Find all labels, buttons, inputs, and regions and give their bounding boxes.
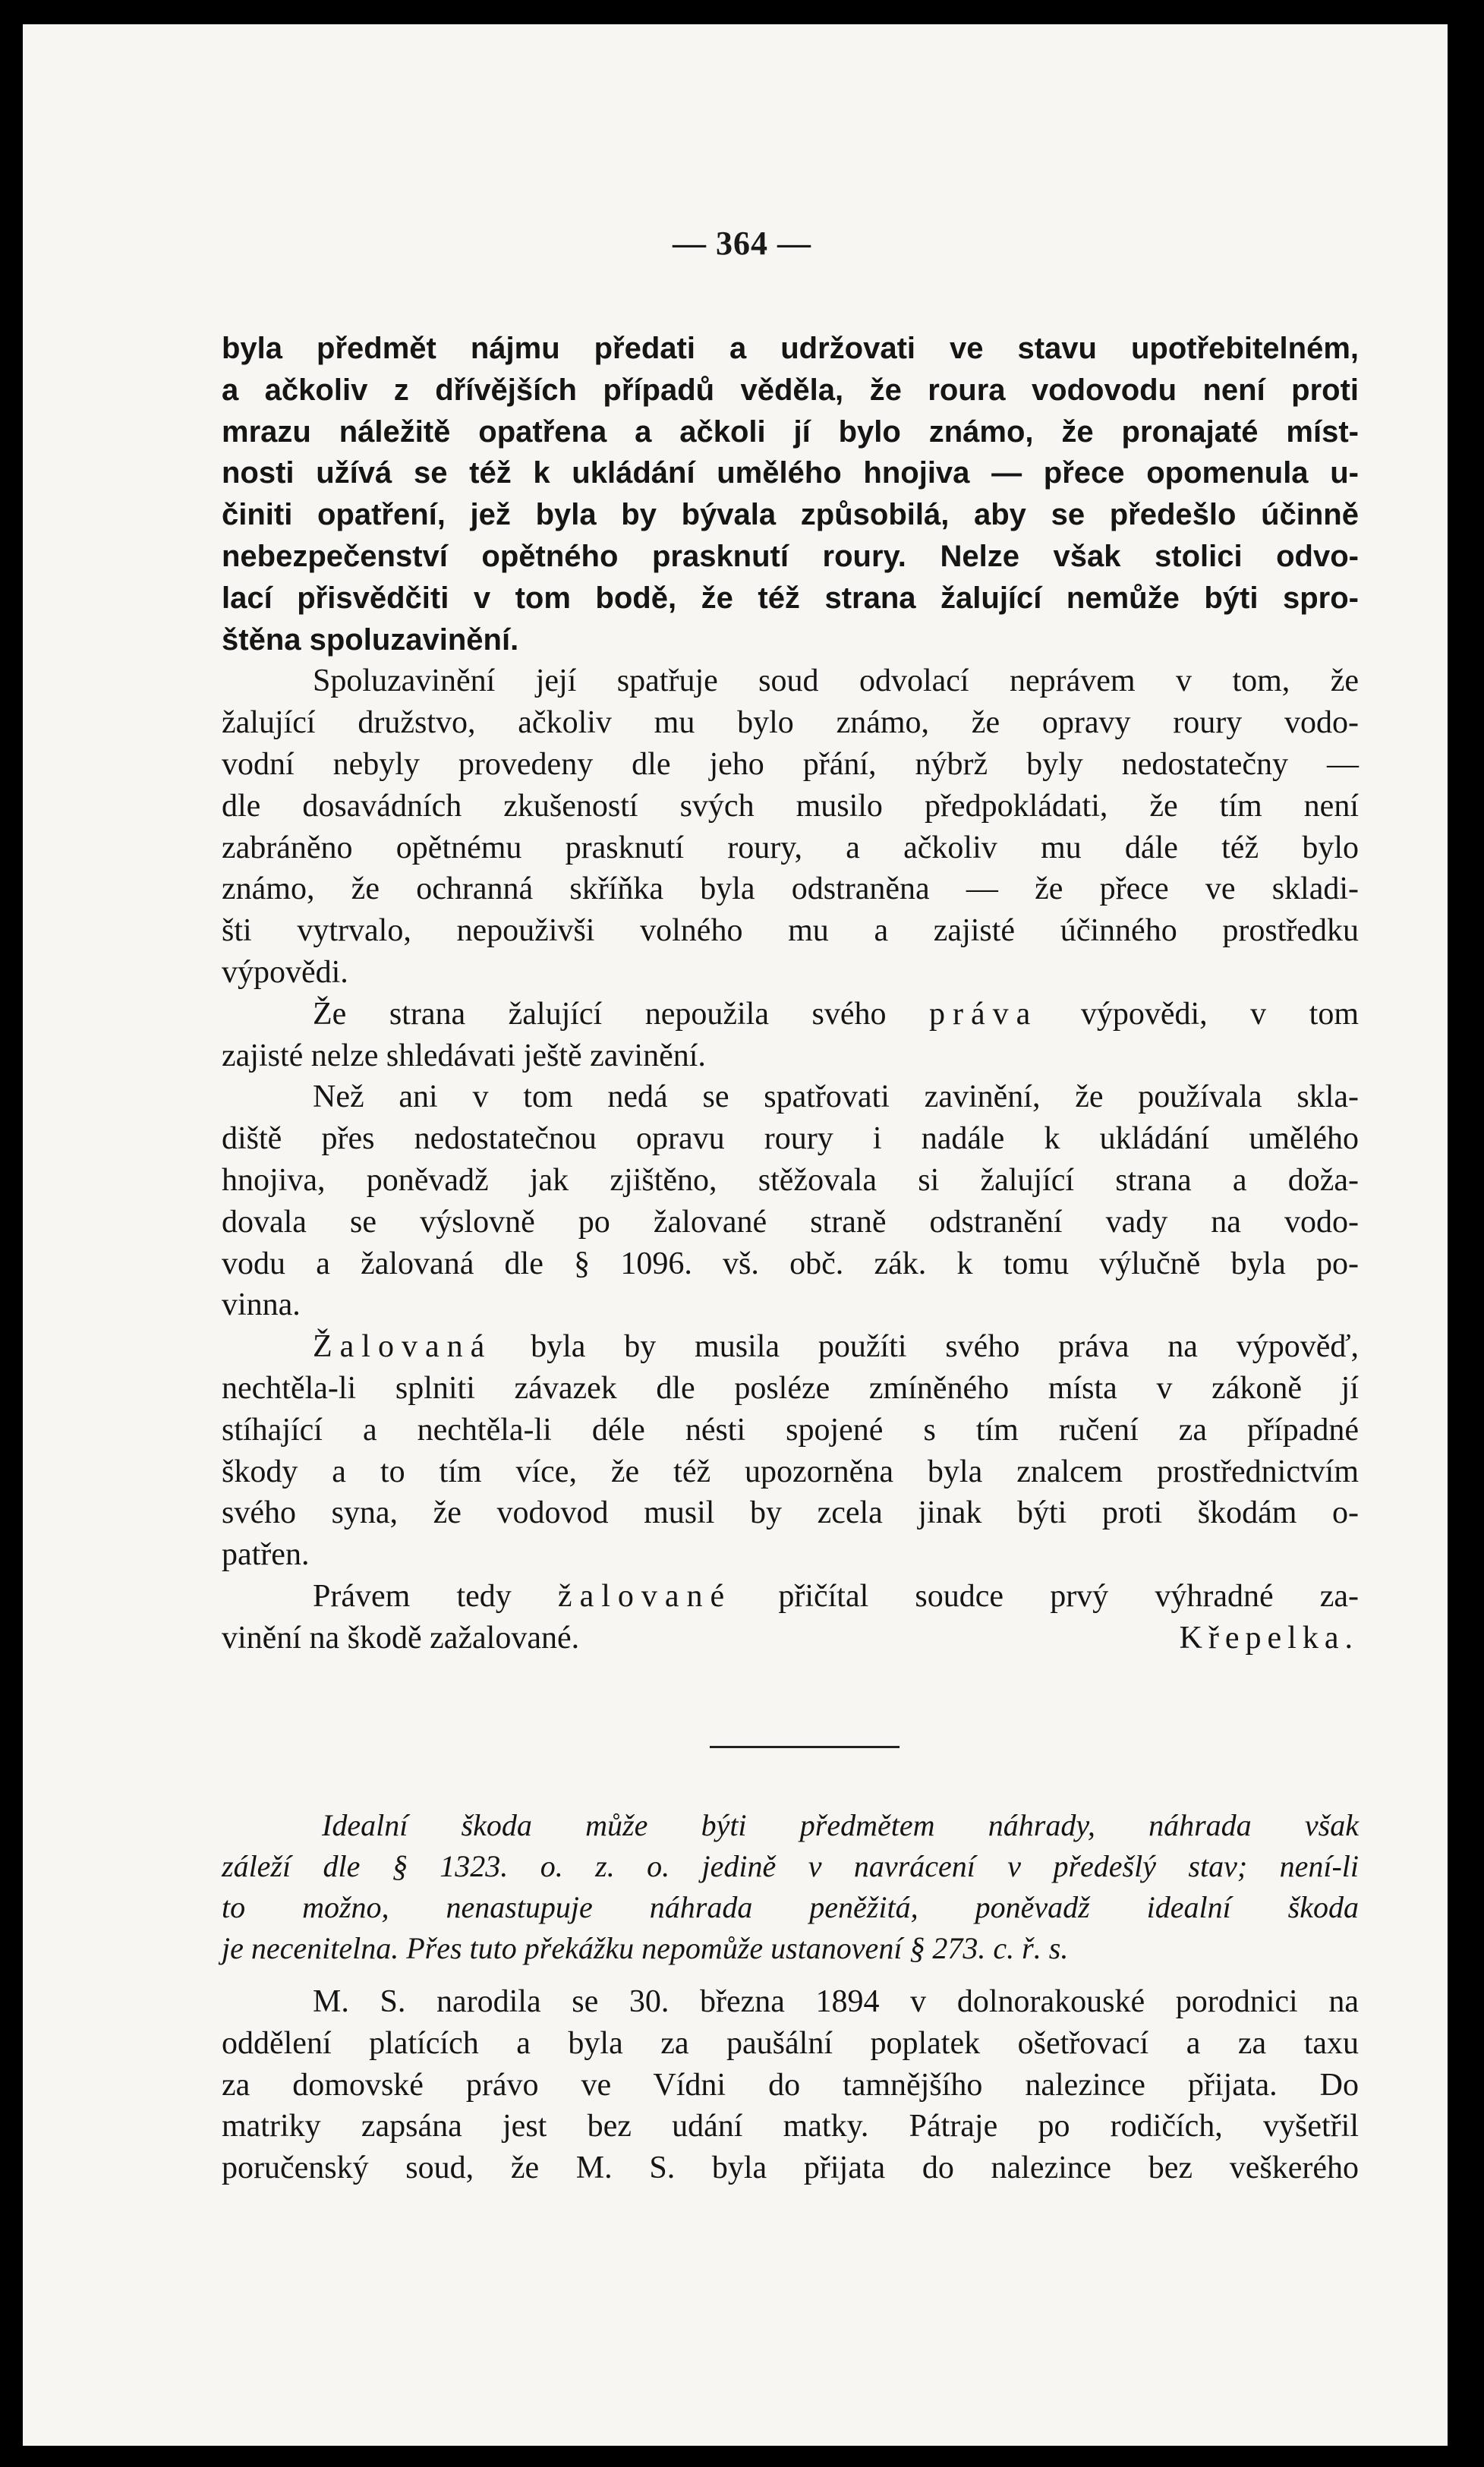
text-line: zajisté nelze shledávati ještě zavinění. xyxy=(222,1038,706,1073)
page-number: — 364 — xyxy=(673,225,811,262)
text-line: lací přisvědčiti v tom bodě, že též strana žalující nemůže býti spro- xyxy=(222,581,1359,615)
paragraph-3 xyxy=(222,994,1359,1077)
paragraph-2 xyxy=(222,660,1359,993)
text-segment: přičítal soudce prvý výhradné za- xyxy=(778,1578,1360,1614)
text-line: štěna spoluzavinění. xyxy=(222,622,519,657)
paragraph-6 xyxy=(222,1576,1359,1659)
text-line: šti vytrvalo, nepouživši volného mu a zajisté účinného prostředku xyxy=(222,913,1359,949)
text-line: vodu a žalovaná dle § 1096. vš. obč. zák. k tomu výlučně byla po- xyxy=(222,1246,1359,1281)
text-segment: byla by musila použíti svého práva na výpověď, xyxy=(531,1329,1359,1365)
text-line: Než ani v tom nedá se spatřovati zavinění, že používala skla- xyxy=(313,1079,1359,1115)
text-line: záleží dle § 1323. o. z. o. jedině v navrácení v předešlý stav; není-li xyxy=(222,1849,1359,1883)
text-line: činiti opatření, jež byla by bývala způsobilá, aby se předešlo účinně xyxy=(222,498,1359,532)
section-divider xyxy=(710,1746,900,1748)
text-segment: Právem tedy xyxy=(313,1578,512,1614)
text-line: zabráněno opětnému prasknutí roury, a ačkoliv mu dále též bylo xyxy=(222,830,1359,865)
text-line: byla předmět nájmu předati a udržovati ve stavu upotřebitelném, xyxy=(222,332,1359,365)
text-line: za domovské právo ve Vídni do tamnějšího nalezince přijata. Do xyxy=(222,2067,1359,2103)
text-line: škody a to tím více, že též upozorněna byla znalcem prostřednictvím xyxy=(222,1454,1359,1489)
text-line xyxy=(222,1326,1359,1368)
text-line: hnojiva, poněvadž jak zjištěno, stěžovala si žalující strana a doža- xyxy=(222,1162,1359,1198)
paragraph-1 xyxy=(222,328,1359,660)
text-line: vodní nebyly provedeny dle jeho přání, nýbrž byly nedostatečny — xyxy=(222,746,1359,782)
text-line: známo, že ochranná skříňka byla odstraněna — že přece ve skladi- xyxy=(222,871,1359,907)
text-segment: vinění na škodě zažalované. xyxy=(222,1620,580,1656)
scan-border xyxy=(1448,0,1484,2467)
text-line: oddělení platících a byla za paušální poplatek ošetřovací a za taxu xyxy=(222,2025,1359,2061)
text-line: to možno, nenastupuje náhrada peněžitá, poněvadž idealní škoda xyxy=(222,1890,1359,1924)
text-segment: Že strana žalující nepoužila svého xyxy=(313,996,887,1032)
paragraph-5 xyxy=(222,1326,1359,1576)
text-line: je necenitelna. Přes tuto překážku nepomůže ustanovení § 273. c. ř. s. xyxy=(222,1931,1069,1965)
text-segment: výpovědi, v tom xyxy=(1080,996,1359,1032)
case-text xyxy=(222,1981,1359,2189)
text-line: patřen. xyxy=(222,1537,310,1573)
text-line: mrazu náležitě opatřena a ačkoli jí bylo známo, že pronajaté míst- xyxy=(222,414,1359,449)
body-text xyxy=(222,328,1359,1659)
text-line: M. S. narodila se 30. března 1894 v dolnorakouské porodnici na xyxy=(313,1984,1359,2019)
paragraph-7 xyxy=(222,1981,1359,2189)
text-line: svého syna, že vodovod musil by zcela jinak býti proti škodám o- xyxy=(222,1495,1359,1531)
text-line: matriky zapsána jest bez udání matky. Pátraje po rodičích, vyšetřil xyxy=(222,2109,1359,2144)
paragraph-4 xyxy=(222,1076,1359,1326)
text-line xyxy=(222,994,1359,1035)
text-line: stíhající a nechtěla-li déle nésti spojené s tím ručení za případné xyxy=(222,1412,1359,1448)
text-line xyxy=(222,1618,1359,1659)
text-line: dovala se výslovně po žalované straně odstranění vady na vodo- xyxy=(222,1204,1359,1240)
text-line: žalující družstvo, ačkoliv mu bylo známo, že opravy roury vodo- xyxy=(222,705,1359,741)
emphasized-word: Žalovaná xyxy=(313,1329,493,1365)
emphasized-word: žalované xyxy=(557,1578,733,1614)
text-line: a ačkoliv z dřívějších případů věděla, že roura vodovodu není proti xyxy=(222,373,1359,407)
text-line xyxy=(222,1576,1359,1618)
text-line: diště přes nedostatečnou opravu roury i nadále k ukládání umělého xyxy=(222,1121,1359,1157)
author-signature: Křepelka. xyxy=(1179,1620,1359,1656)
legal-headnote xyxy=(222,1805,1359,1969)
text-line: nebezpečenství opětného prasknutí roury. Nelze však stolici odvo- xyxy=(222,539,1359,573)
text-line: dle dosavádních zkušeností svých musilo předpokládati, že tím není xyxy=(222,788,1359,824)
text-line: nosti užívá se též k ukládání umělého hnojiva — přece opomenula u- xyxy=(222,456,1359,490)
text-line: poručenský soud, že M. S. byla přijata do nalezince bez veškerého xyxy=(222,2150,1359,2186)
text-line: nechtěla-li splniti závazek dle posléze zmíněného místa v zákoně jí xyxy=(222,1370,1359,1406)
text-line: vinna. xyxy=(222,1287,301,1323)
text-line: Idealní škoda může býti předmětem náhrady, náhrada však xyxy=(322,1808,1359,1842)
text-line: výpovědi. xyxy=(222,954,348,990)
text-line: Spoluzavinění její spatřuje soud odvolací neprávem v tom, že xyxy=(313,663,1359,699)
emphasized-word: práva xyxy=(929,996,1038,1032)
